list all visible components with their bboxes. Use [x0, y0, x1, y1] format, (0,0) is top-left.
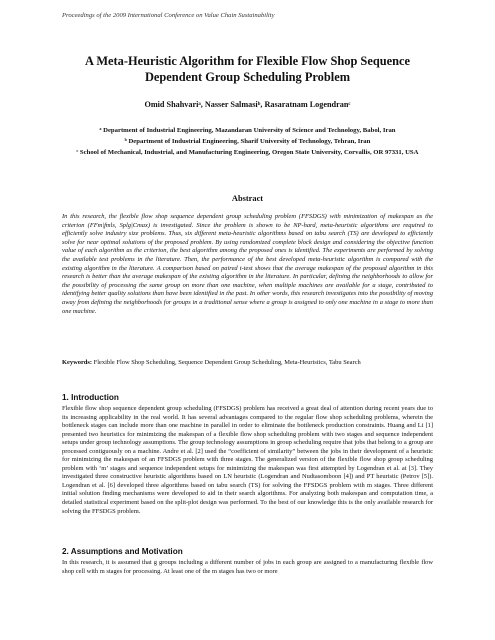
author-list: Omid Shahvariᵃ, Nasser Salmasiᵇ, Rasaratnam Logendranᶜ — [144, 100, 351, 109]
abstract-heading: Abstract — [231, 194, 264, 203]
keywords-label: Keywords: — [62, 359, 93, 366]
keywords-paragraph — [62, 359, 433, 368]
affiliation-c: ᶜ School of Mechanical, Industrial, and Manufacturing Engineering, Oregon State University, Corvallis, OR 97331, USA — [76, 149, 419, 156]
affiliation-b: ᵇ Department of Industrial Engineering, Sharif University of Technology, Tehran, Iran — [124, 138, 371, 145]
abstract-body: In this research, the flexible flow shop sequence dependent group scheduling problem (FFSDGS) with minimization of makespan as the criterion (FFm|fmls, Splg|Cmax) is investigated. Since the problem is shown to be NP-hard, meta-heuristic algorithms are required to efficiently solve industry size problems. Thus, six different meta-heuristic algorithms based on tabu search (TS) are developed to efficiently solve for near optimal solutions of the proposed problem. By using randomized complete block design and considering the objective function value of each algorithm as the criterion, the best algorithm among the proposed ones is identified. The experiments are performed by solving the available test problems in the literature. Then, the performance of the best developed meta-heuristic algorithm is compared with the existing algorithm in the literature. A comparison based on paired t-test shows that the average makespan of the proposed algorithm in this research is better than the average makespan of the existing algorithm in the literature. In particular, defining the neighborhoods to allow for the possibility of processing the same group on more than one machine, when multiple machines are available for a stage, contributed to identifying better quality solutions than have been identified in the past. In other words, this research investigates into the possibility of moving away from defining the neighborhoods for groups in a traditional sense where a group is assigned to only one machine in a stage to more than one machine. — [62, 213, 433, 315]
running-head: Proceedings of the 2009 International Conference on Value Chain Sustainability — [62, 12, 275, 19]
keywords-text: Flexible Flow Shop Scheduling, Sequence Dependent Group Scheduling, Meta-Heuristics, Tabu Search — [92, 359, 361, 366]
section-heading-introduction: 1. Introduction — [62, 393, 119, 402]
paper-title: A Meta-Heuristic Algorithm for Flexible Flow Shop Sequence Dependent Group Scheduling Problem — [85, 54, 410, 84]
section-heading-assumptions: 2. Assumptions and Motivation — [62, 547, 183, 556]
section-body-introduction: Flexible flow shop sequence dependent group scheduling (FFSDGS) problem has received a great deal of attention during recent years due to its increasing applicability in the real world. It has several advantages compared to the regular flow shop scheduling problems, wherein the bottleneck stages can include more than one machine in parallel in order to eliminate the bottleneck production constraints. Huang and Li [1] presented two heuristics for minimizing the makespan of a flexible flow shop scheduling problem with two stages and sequence independent setups under group technology assumptions. The group technology assumptions in group scheduling require that jobs that belong to a group are processed contiguously on a machine. Andre et al. [2] used the “coefficient of similarity” between the jobs in their development of a heuristic for minimizing the makespan of an FFSDGS problem with three stages. The generalized version of the flexible flow shop group scheduling problem with ‘m’ stages and sequence independent setups for minimizing the makespan was first attempted by Logendran et al. at [3]. They investigated three constructive heuristic algorithms based on LN heuristic (Logendran and Nudtasomboon [4]) and PT heuristic (Petrov [5]). Logendran et al. [6] developed three algorithms based on tabu search (TS) for solving the FFSDGS problem with m stages. Three different initial solution finding mechanisms were developed to aid in their search algorithms. For analyzing both makespan and computation time, a detailed statistical experiment based on the split-plot design was performed. To the best of our knowledge this is the only available research for solving the FFSDGS problem. — [62, 405, 433, 515]
affiliation-list — [62, 125, 433, 158]
section-body-assumptions: In this research, it is assumed that g groups including a different number of jobs in each group are assigned to a manufacturing flexible flow shop cell with m stages for processing. At least one of the m stages has two or more — [62, 559, 433, 575]
affiliation-a: ᵃ Department of Industrial Engineering, Mazandaran University of Science and Technology, Babol, Iran — [99, 127, 396, 134]
